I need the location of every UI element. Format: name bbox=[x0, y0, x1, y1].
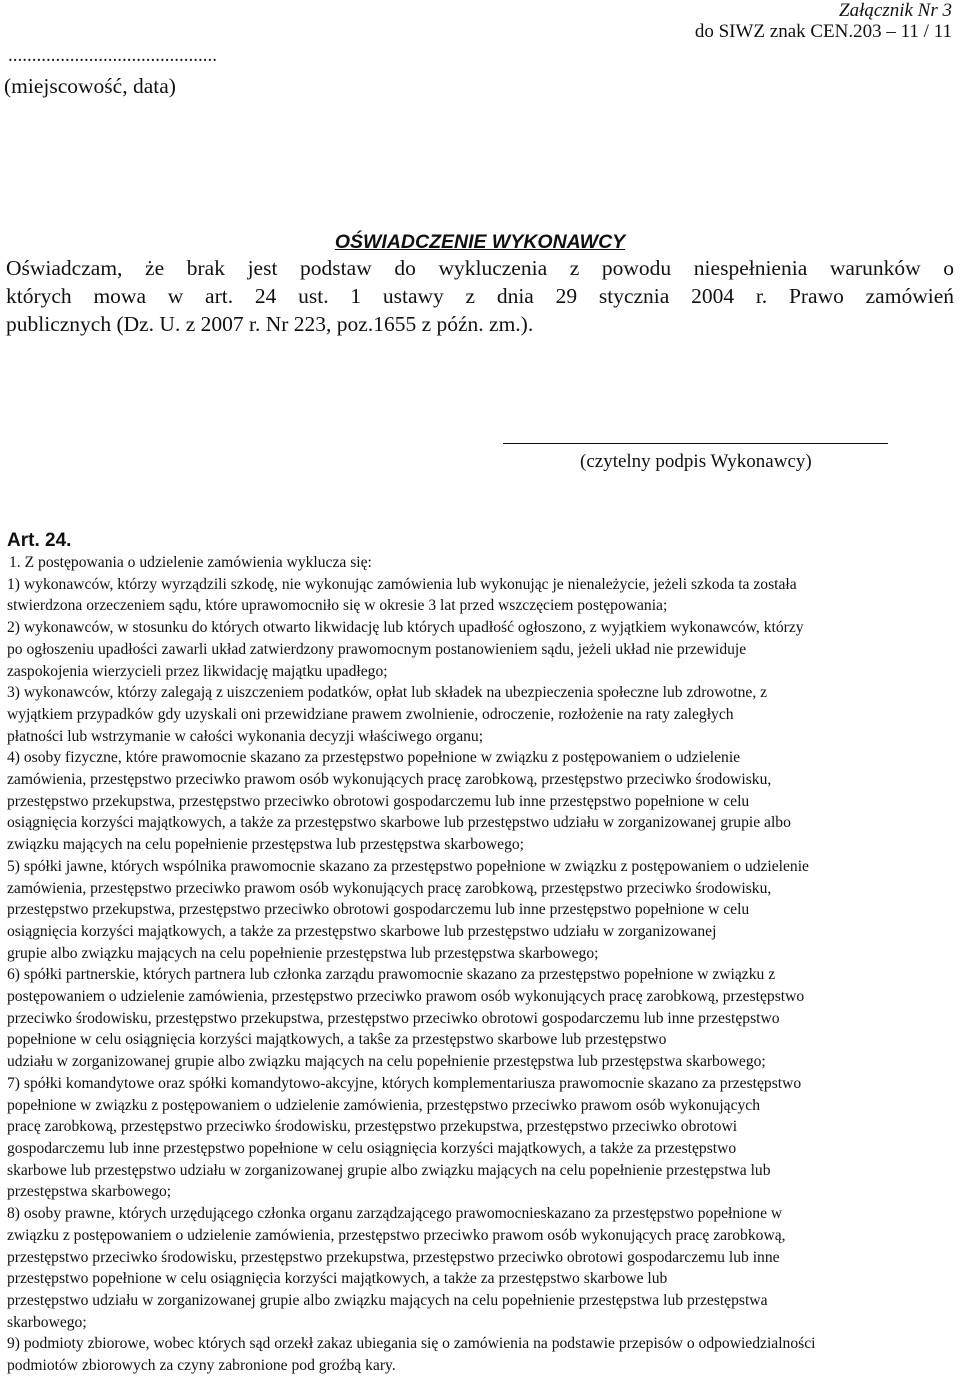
article-line: popełnione w związku z postępowaniem o udzielenie zamówienia, przestępstwo przeciwko prawom osób wykonujących bbox=[7, 1096, 761, 1114]
article-line: 2) wykonawców, w stosunku do których otwarto likwidację lub których upadłość ogłoszono, z wyjątkiem wykonawców, którzy bbox=[7, 619, 804, 637]
declaration-line: których mowa w art. 24 ust. 1 ustawy z dnia 29 stycznia 2004 r. Prawo zamówień bbox=[6, 284, 954, 308]
annex-reference: do SIWZ znak CEN.203 – 11 / 11 bbox=[694, 21, 952, 42]
article-line: postępowaniem o udzielenie zamówienia, przestępstwo przeciwko prawom osób wykonujących pracę zarobkową, przestępstwo bbox=[7, 988, 805, 1006]
article-line: przestępstwo przeciwko środowisku, przestępstwo przekupstwa, przestępstwo przeciwko obrotowi gospodarczemu lub inne bbox=[7, 1248, 780, 1266]
article-line: zamówienia, przestępstwo przeciwko prawom osób wykonujących pracę zarobkową, przestępstwo przeciwko środowisku, bbox=[7, 879, 772, 897]
article-line: 5) spółki jawne, których wspólnika prawomocnie skazano za przestępstwo popełnione w związku z postępowaniem o udzielenie bbox=[7, 857, 809, 875]
document-title: OŚWIADCZENIE WYKONAWCY bbox=[334, 231, 626, 253]
annex-number: Załącznik Nr 3 bbox=[839, 0, 952, 21]
article-line: podmiotów zbiorowych za czyny zabronione pod groźbą kary. bbox=[7, 1357, 396, 1375]
article-line: 4) osoby fizyczne, które prawomocnie skazano za przestępstwo popełnione w związku z postępowaniem o udzielenie bbox=[7, 749, 741, 767]
article-line: 3) wykonawców, którzy zalegają z uiszczeniem podatków, opłat lub składek na ubezpieczenia społeczne lub zdrowotne, z bbox=[7, 684, 768, 702]
article-line: wyjątkiem przypadków gdy uzyskali oni przewidziane prawem zwolnienie, odroczenie, rozłożenie na raty zaległych bbox=[7, 705, 734, 723]
article-line: popełnione w celu osiągnięcia korzyści majątkowych, a takŝe za przestępstwo skarbowe lub przestępstwo bbox=[7, 1031, 667, 1049]
article-line: 8) osoby prawne, których urzędującego członka organu zarządzającego prawomocnieskazano za przestępstwo popełnione w bbox=[7, 1205, 783, 1223]
place-date-dots: ............................................ bbox=[8, 45, 217, 66]
article-line: przestępstwo przekupstwa, przestępstwo przeciwko obrotowi gospodarczemu lub inne przestępstwo popełnione w celu bbox=[7, 792, 750, 810]
article-line: skarbowe lub przestępstwo udziału w zorganizowanej grupie albo związku mających na celu popełnienie przestępstwa lub bbox=[7, 1161, 771, 1179]
article-line: udziału w zorganizowanej grupie albo związku mających na celu popełnienie przestępstwa lub przestępstwa skarbowego; bbox=[7, 1053, 766, 1071]
declaration-line: Oświadczam, że brak jest podstaw do wykluczenia z powodu niespełnienia warunków o bbox=[6, 256, 954, 280]
declaration-statement bbox=[6, 254, 954, 338]
article-line: 9) podmioty zbiorowe, wobec których sąd orzekł zakaz ubiegania się o zamówienia na podstawie przepisów o odpowiedzialności bbox=[7, 1335, 816, 1353]
article-line: zamówienia, przestępstwo przeciwko prawom osób wykonujących pracę zarobkową, przestępstwo przeciwko środowisku, bbox=[7, 771, 772, 789]
article-line: przestępstwo udziału w zorganizowanej grupie albo związku mających na celu popełnienie przestępstwa lub przestępstwa bbox=[7, 1291, 768, 1309]
signature-line bbox=[503, 443, 888, 444]
article-line: pracę zarobkową, przestępstwo przeciwko środowisku, przestępstwo przekupstwa, przestępstwo przeciwko obrotowi bbox=[7, 1118, 738, 1136]
article-line: po ogłoszeniu upadłości zawarli układ zatwierdzony prawomocnym postanowieniem sądu, jeżeli układ nie przewiduje bbox=[7, 640, 747, 658]
article-line: grupie albo związku mających na celu popełnienie przestępstwa lub przestępstwa skarbowego; bbox=[7, 944, 599, 962]
article-line: stwierdzona orzeczeniem sądu, które uprawomocniło się w okresie 3 lat przed wszczęciem postępowania; bbox=[7, 597, 668, 615]
article-line: przestępstwo przekupstwa, przestępstwo przeciwko obrotowi gospodarczemu lub inne przestępstwo popełnione w celu bbox=[7, 901, 750, 919]
signature-label: (czytelny podpis Wykonawcy) bbox=[580, 451, 812, 472]
article-line: płatności lub wstrzymanie w całości wykonania decyzji właściwego organu; bbox=[7, 727, 484, 745]
declaration-line: publicznych (Dz. U. z 2007 r. Nr 223, poz.1655 z późn. zm.). bbox=[6, 312, 534, 336]
article-line: osiągnięcia korzyści majątkowych, a także za przestępstwo skarbowe lub przestępstwo udziału w zorganizowanej bbox=[7, 922, 717, 940]
article-line: osiągnięcia korzyści majątkowych, a także za przestępstwo skarbowe lub przestępstwo udziału w zorganizowanej grupie albo bbox=[7, 814, 791, 832]
place-date-label: (miejscowość, data) bbox=[4, 74, 176, 98]
article-line: skarbowego; bbox=[7, 1313, 87, 1331]
article-line: 7) spółki komandytowe oraz spółki komandytowo-akcyjne, których komplementariusza prawomocnie skazano za przestępstwo bbox=[7, 1074, 802, 1092]
article-line: zaspokojenia wierzycieli przez likwidację majątku upadłego; bbox=[7, 662, 388, 680]
article-line: związku z postępowaniem o udzielenie zamówienia, przestępstwo przeciwko prawom osób wykonujących pracę zarobkową, bbox=[7, 1226, 786, 1244]
article-heading: Art. 24. bbox=[7, 530, 72, 551]
article-line: przeciwko środowisku, przestępstwo przekupstwa, przestępstwo przeciwko obrotowi gospodarczemu lub inne przestępstwo bbox=[7, 1009, 780, 1027]
article-line: przestępstwa skarbowego; bbox=[7, 1183, 172, 1201]
annex-header bbox=[695, 0, 952, 42]
article-body bbox=[7, 552, 955, 1377]
article-line: przestępstwo popełnione w celu osiągnięcia korzyści majątkowych, a także za przestępstwo skarbowe lub bbox=[7, 1270, 668, 1288]
article-line: gospodarczemu lub inne przestępstwo popełnione w celu osiągnięcia korzyści majątkowych, a także za przestępstwo bbox=[7, 1139, 737, 1157]
article-line: 1. Z postępowania o udzielenie zamówienia wyklucza się: bbox=[9, 554, 372, 571]
article-line: 6) spółki partnerskie, których partnera lub członka zarządu prawomocnie skazano za przestępstwo popełnione w związku z bbox=[7, 966, 776, 984]
article-line: związku mających na celu popełnienie przestępstwa lub przestępstwa skarbowego; bbox=[7, 836, 524, 854]
article-line: 1) wykonawców, którzy wyrządzili szkodę, nie wykonując zamówienia lub wykonując je nienależycie, jeżeli szkoda ta została bbox=[7, 575, 797, 593]
